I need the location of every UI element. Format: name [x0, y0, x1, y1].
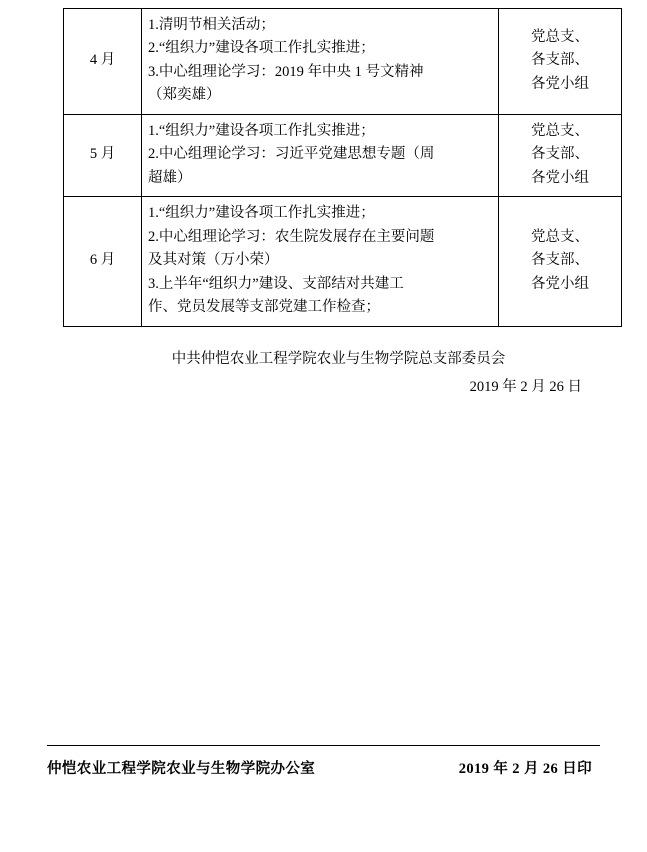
- owner-line: 各党小组: [531, 275, 589, 292]
- content-line: 超雄）: [148, 169, 192, 186]
- content-line: 2.“组织力”建设各项工作扎实推进；: [148, 40, 375, 57]
- owner-line: 各党小组: [531, 169, 589, 186]
- content-line: 1.“组织力”建设各项工作扎实推进；: [148, 205, 375, 222]
- month-cell: 4 月: [64, 9, 142, 115]
- content-line: 3.中心组理论学习：2019 年中央 1 号文精神: [148, 63, 424, 80]
- page-footer: [47, 757, 600, 778]
- content-cell: [142, 197, 499, 326]
- signature-date: 2019 年 2 月 26 日: [469, 379, 582, 396]
- owner-line: 各支部、: [531, 146, 589, 163]
- table-row: [64, 197, 622, 326]
- signature-block: [63, 345, 584, 402]
- content-line: 及其对策（万小荣）: [148, 252, 279, 269]
- content-cell: [142, 9, 499, 115]
- owner-line: 党总支、: [531, 228, 589, 245]
- signature-organization: 中共仲恺农业工程学院农业与生物学院总支部委员会: [171, 351, 506, 367]
- content-line: （郑奕雄）: [148, 87, 221, 104]
- content-line: 2.中心组理论学习：农生院发展存在主要问题: [148, 228, 435, 245]
- table-row: [64, 9, 622, 115]
- content-line: 1.“组织力”建设各项工作扎实推进；: [148, 122, 375, 139]
- content-line: 3.上半年“组织力”建设、支部结对共建工: [148, 275, 404, 292]
- owner-line: 党总支、: [531, 122, 589, 139]
- footer-office: 仲恺农业工程学院农业与生物学院办公室: [47, 761, 316, 777]
- month-cell: 5 月: [64, 114, 142, 196]
- footer-divider: [47, 745, 600, 746]
- owner-line: 党总支、: [531, 28, 589, 45]
- owner-cell: [499, 9, 622, 115]
- content-cell: [142, 114, 499, 196]
- content-line: 1.清明节相关活动；: [148, 17, 275, 33]
- content-line: 2.中心组理论学习：习近平党建思想专题（周: [148, 146, 435, 163]
- footer-print-date: 2019 年 2 月 26 日印: [458, 761, 592, 777]
- content-line: 作、党员发展等支部党建工作检查；: [148, 299, 380, 316]
- owner-line: 各支部、: [531, 52, 589, 69]
- schedule-table: [63, 8, 622, 327]
- table-row: [64, 114, 622, 196]
- owner-line: 各支部、: [531, 252, 589, 269]
- owner-cell: [499, 114, 622, 196]
- month-cell: 6 月: [64, 197, 142, 326]
- owner-cell: [499, 197, 622, 326]
- owner-line: 各党小组: [531, 75, 589, 92]
